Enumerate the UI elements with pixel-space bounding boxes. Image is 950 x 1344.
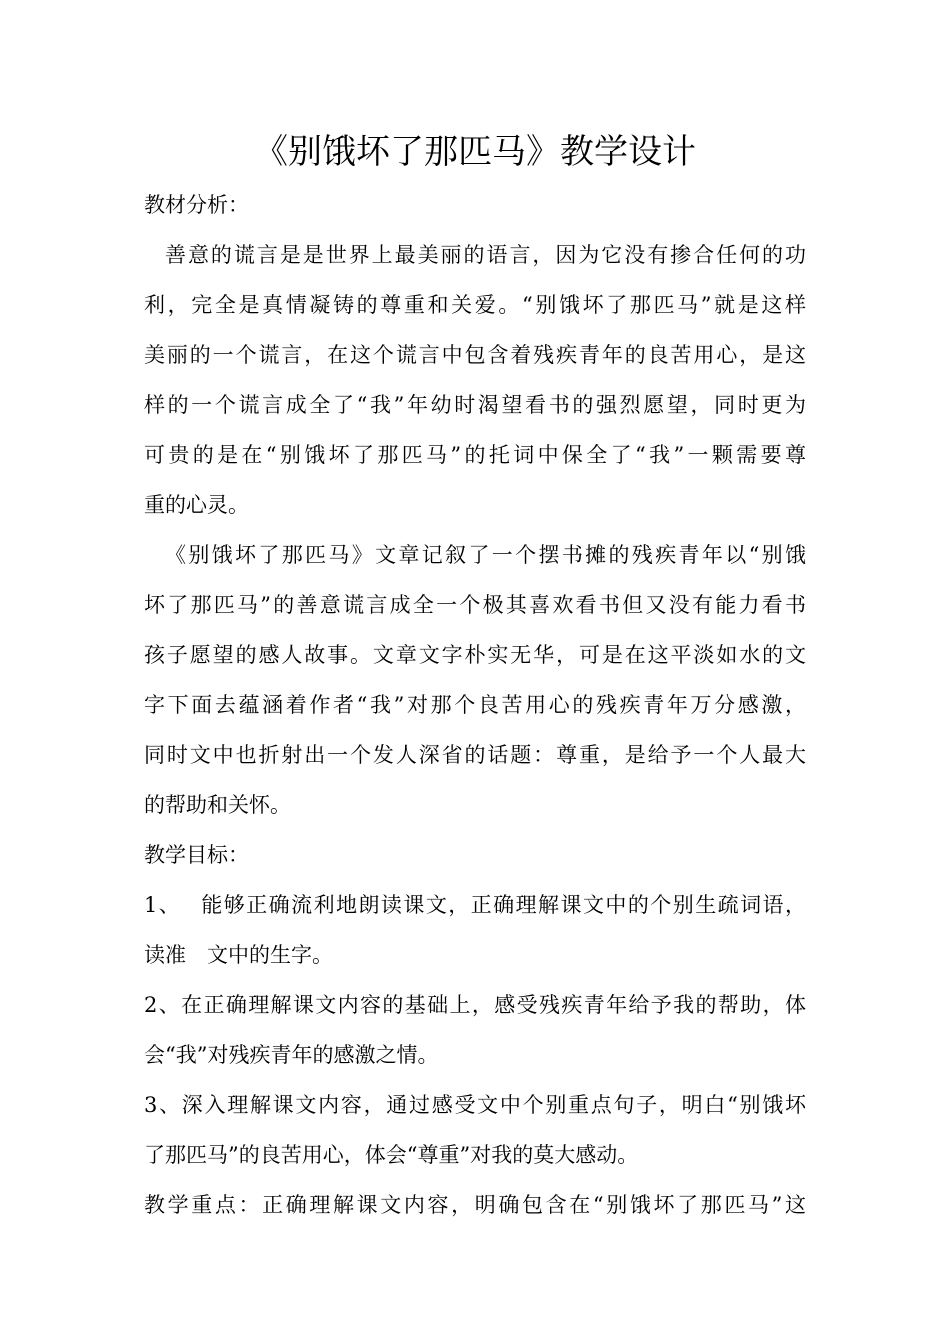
text-line: 教学目标： <box>144 843 249 867</box>
document-body <box>144 180 806 1230</box>
text-line: 读准 文中的生字。 <box>144 943 333 967</box>
text-line: 教学重点：正确理解课文内容，明确包含在“别饿坏了那匹马”这 <box>144 1193 806 1217</box>
text-line: 坏了那匹马”的善意谎言成全一个极其喜欢看书但又没有能力看书 <box>144 593 806 617</box>
text-line: 样的一个谎言成全了“我”年幼时渴望看书的强烈愿望，同时更为 <box>144 393 806 417</box>
text-line: 1、 能够正确流利地朗读课文，正确理解课文中的个别生疏词语， <box>144 893 806 917</box>
document-title: 《别饿坏了那匹马》教学设计 <box>254 132 696 172</box>
text-line: 重的心灵。 <box>144 493 249 517</box>
text-line: 会“我”对残疾青年的感激之情。 <box>144 1043 439 1067</box>
text-line: 美丽的一个谎言，在这个谎言中包含着残疾青年的良苦用心，是这 <box>144 343 806 367</box>
text-line: 《别饿坏了那匹马》文章记叙了一个摆书摊的残疾青年以“别饿 <box>165 543 806 567</box>
text-line: 2、在正确理解课文内容的基础上，感受残疾青年给予我的帮助，体 <box>144 993 806 1017</box>
text-line: 3、深入理解课文内容，通过感受文中个别重点句子，明白“别饿坏 <box>144 1093 806 1117</box>
text-line: 了那匹马”的良苦用心，体会“尊重”对我的莫大感动。 <box>144 1143 639 1167</box>
text-line: 善意的谎言是是世界上最美丽的语言，因为它没有掺合任何的功 <box>165 243 806 267</box>
text-line: 孩子愿望的感人故事。文章文字朴实无华，可是在这平淡如水的文 <box>144 643 806 667</box>
text-line: 的帮助和关怀。 <box>144 793 291 817</box>
text-line: 同时文中也折射出一个发人深省的话题：尊重，是给予一个人最大 <box>144 743 806 767</box>
text-line: 可贵的是在“别饿坏了那匹马”的托词中保全了“我”一颗需要尊 <box>144 443 806 467</box>
text-line: 教材分析： <box>144 193 249 217</box>
text-line: 利，完全是真情凝铸的尊重和关爱。“别饿坏了那匹马”就是这样 <box>144 293 806 317</box>
text-line: 字下面去蕴涵着作者“我”对那个良苦用心的残疾青年万分感激， <box>144 693 806 717</box>
